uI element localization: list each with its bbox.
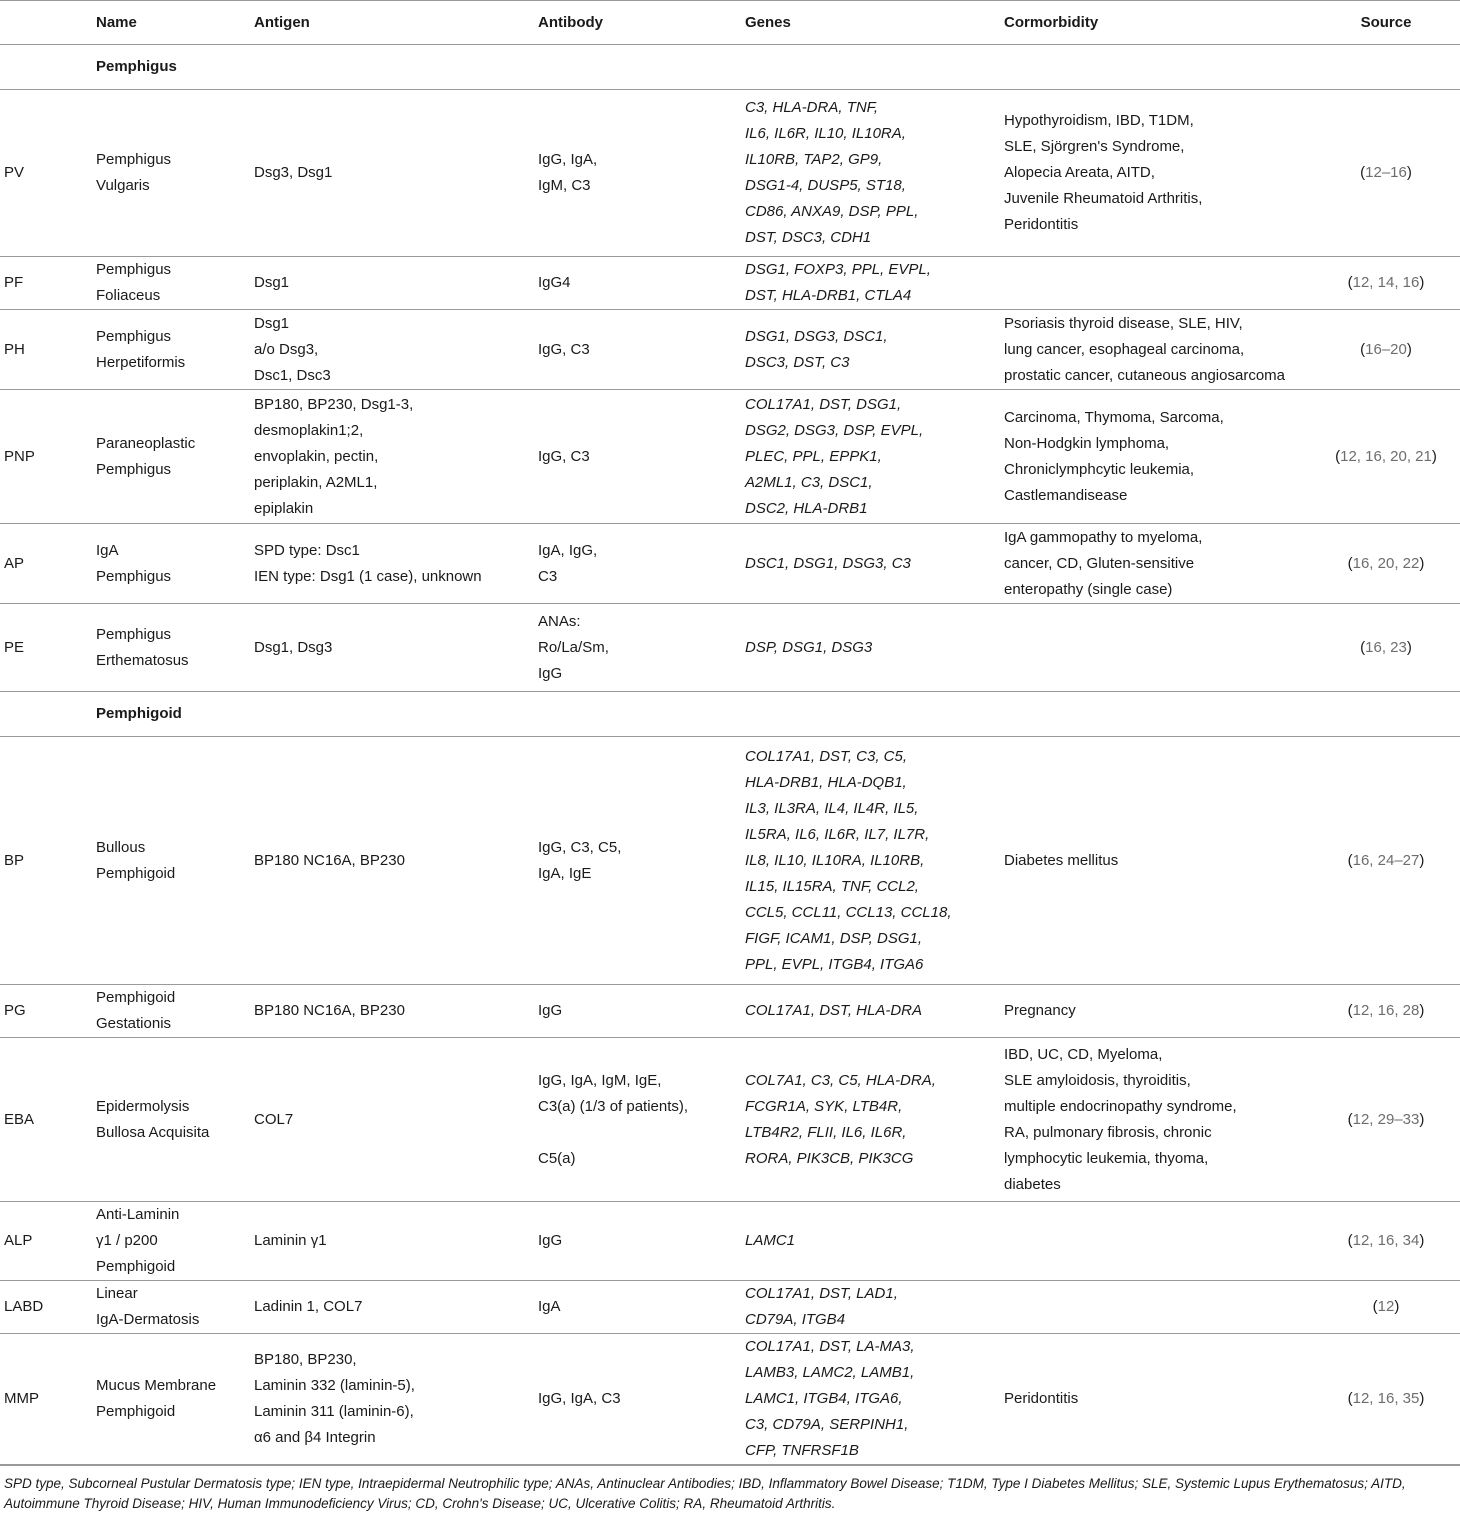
cell-line: Dsg3, Dsg1 xyxy=(254,164,333,181)
cell-line: SLE amyloidosis, thyroiditis, xyxy=(1004,1071,1191,1089)
cell-line: DSC2, HLA-DRB1 xyxy=(745,499,868,517)
cell-line: Mucus Membrane xyxy=(96,1377,217,1394)
cell-line: LAMC1, ITGB4, ITGA6, xyxy=(745,1390,903,1407)
cell-line: Pemphigoid xyxy=(96,1403,176,1420)
cell-line: envoplakin, pectin, xyxy=(254,447,379,465)
cell-line: Psoriasis thyroid disease, SLE, HIV, xyxy=(1004,314,1243,332)
cell-line: DSG1-4, DUSP5, ST18, xyxy=(745,177,906,194)
cell-name xyxy=(92,390,250,524)
source-close-paren: ) xyxy=(1419,274,1425,291)
cell-source xyxy=(1308,257,1460,310)
cell-line: IL8, IL10, IL10RA, IL10RB, xyxy=(745,851,925,869)
source-close-paren: ) xyxy=(1406,164,1412,181)
cell-line: epiplakin xyxy=(254,499,314,517)
cell-line: Gestationis xyxy=(96,1015,172,1032)
cell-line: FIGF, ICAM1, DSP, DSG1, xyxy=(745,929,922,947)
cell-genes xyxy=(741,257,1000,310)
table-body xyxy=(0,45,1460,1465)
cell-line: Pemphigus xyxy=(96,460,172,478)
cell-line: IgG, IgA, IgM, IgE, xyxy=(538,1071,662,1089)
cell-antigen xyxy=(250,310,534,390)
cell-genes xyxy=(741,1202,1000,1281)
source-close-paren: ) xyxy=(1419,1002,1425,1019)
source-ref[interactable]: 12, 16, 20, 21 xyxy=(1340,447,1432,465)
cell-abbr: PG xyxy=(4,1002,26,1019)
cell-line: Pemphigus xyxy=(96,327,172,345)
cell-comorbidity xyxy=(1000,985,1308,1038)
cell-antibody xyxy=(534,257,741,310)
cell-name xyxy=(92,1281,250,1334)
cell-line: Diabetes mellitus xyxy=(1004,851,1119,869)
cell-source xyxy=(1308,90,1460,257)
cell-abbr: PV xyxy=(4,164,25,181)
header-comorbidity: Cormorbidity xyxy=(1004,13,1099,31)
cell-comorbidity xyxy=(1000,1334,1308,1465)
source-open-paren: ( xyxy=(1372,1298,1378,1315)
cell-line: Pemphigoid xyxy=(96,989,176,1006)
source-close-paren: ) xyxy=(1419,1110,1425,1128)
source-close-paren: ) xyxy=(1406,638,1412,656)
source-close-paren: ) xyxy=(1419,851,1425,869)
cell-line: prostatic cancer, cutaneous angiosarcoma xyxy=(1004,366,1285,384)
cell-line: ANAs: xyxy=(538,612,581,630)
cell-line: LAMB3, LAMC2, LAMB1, xyxy=(745,1364,915,1381)
source-close-paren: ) xyxy=(1431,447,1437,465)
table-row xyxy=(0,1202,1460,1281)
cell-line: Ladinin 1, COL7 xyxy=(254,1298,363,1315)
cell-line: COL17A1, DST, LAD1, xyxy=(745,1285,898,1302)
cell-antigen xyxy=(250,1038,534,1202)
cell-line: Laminin 311 (laminin-6), xyxy=(254,1403,414,1420)
cell-line: PLEC, PPL, EPPK1, xyxy=(745,447,882,465)
cell-source xyxy=(1308,524,1460,604)
cell-line: IL3, IL3RA, IL4, IL4R, IL5, xyxy=(745,799,919,817)
cell-line: C5(a) xyxy=(538,1149,576,1167)
cell-line: desmoplakin1;2, xyxy=(254,421,364,439)
cell-abbr: MMP xyxy=(4,1390,39,1407)
cell-source xyxy=(1308,1038,1460,1202)
cell-line: CD86, ANXA9, DSP, PPL, xyxy=(745,203,919,220)
cell-line: COL17A1, DST, HLA-DRA xyxy=(745,1002,923,1019)
cell-source xyxy=(1308,985,1460,1038)
cell-comorbidity xyxy=(1000,737,1308,985)
cell-line: IgG4 xyxy=(538,274,571,291)
cell-line: DST, HLA-DRB1, CTLA4 xyxy=(745,287,912,304)
cell-line: IgG, C3 xyxy=(538,340,590,358)
cell-antigen xyxy=(250,1202,534,1281)
cell-genes xyxy=(741,90,1000,257)
cell-line: Alopecia Areata, AITD, xyxy=(1004,164,1155,181)
cell-antibody xyxy=(534,1202,741,1281)
source-close-paren: ) xyxy=(1419,1232,1425,1249)
cell-line: C3 xyxy=(538,567,558,585)
cell-line: IL10RB, TAP2, GP9, xyxy=(745,151,883,168)
header-antigen: Antigen xyxy=(254,13,310,31)
cell-line: IEN type: Dsg1 (1 case), unknown xyxy=(254,567,482,585)
cell-comorbidity xyxy=(1000,310,1308,390)
cell-name xyxy=(92,90,250,257)
cell-antibody xyxy=(534,604,741,692)
table-row xyxy=(0,310,1460,390)
cell-source xyxy=(1308,737,1460,985)
cell-line: Non-Hodgkin lymphoma, xyxy=(1004,434,1170,452)
cell-line: RORA, PIK3CB, PIK3CG xyxy=(745,1149,914,1167)
section-spacer xyxy=(0,692,92,737)
cell-antigen xyxy=(250,90,534,257)
cell-genes xyxy=(741,1334,1000,1465)
cell-abbr: LABD xyxy=(4,1298,44,1315)
cell-line: Dsg1, Dsg3 xyxy=(254,638,333,656)
cell-line: lymphocytic leukemia, thyoma, xyxy=(1004,1149,1209,1167)
source-open-paren: ( xyxy=(1347,1232,1353,1249)
section-title: Pemphigoid xyxy=(96,705,182,722)
cell-comorbidity xyxy=(1000,1038,1308,1202)
cell-source xyxy=(1308,1202,1460,1281)
cell-line: IgA xyxy=(96,541,119,559)
cell-line: COL17A1, DST, C3, C5, xyxy=(745,747,908,765)
cell-line: DST, DSC3, CDH1 xyxy=(745,229,872,246)
cell-line: Herpetiformis xyxy=(96,353,186,371)
cell-line: C3, CD79A, SERPINH1, xyxy=(745,1416,909,1433)
cell-line: HLA-DRB1, HLA-DQB1, xyxy=(745,773,907,791)
cell-source xyxy=(1308,310,1460,390)
cell-abbr: PF xyxy=(4,274,24,291)
cell-genes xyxy=(741,985,1000,1038)
cell-line: Linear xyxy=(96,1285,138,1302)
cell-line: FCGR1A, SYK, LTB4R, xyxy=(745,1097,903,1115)
cell-line xyxy=(538,1120,741,1146)
source-ref[interactable]: 12 xyxy=(1377,1298,1395,1315)
cell-name xyxy=(92,257,250,310)
cell-line: IgG, C3, C5, xyxy=(538,838,622,856)
cell-line: IL6, IL6R, IL10, IL10RA, xyxy=(745,125,906,142)
table-footnote: SPD type, Subcorneal Pustular Dermatosis type; IEN type, Intraepidermal Neutrophilic type; ANAs, Antinuclear Antibodies; IBD, Inflammatory Bowel Disease; T1DM, Type I Diabetes Mellitus; SLE, Systemic Lupus Erythematosus; AITD, Autoimmune Thyroid Disease; HIV, Human Immunodeficiency Virus; CD, Crohn's Disease; UC, Ulcerative Colitis; RA, Rheumatoid Arthritis. xyxy=(0,1465,1460,1514)
source-open-paren: ( xyxy=(1347,554,1353,572)
cell-name xyxy=(92,524,250,604)
cell-line: BP180, BP230, xyxy=(254,1351,357,1368)
table-row xyxy=(0,390,1460,524)
header-abbr xyxy=(0,1,92,45)
cell-line: enteropathy (single case) xyxy=(1004,580,1173,598)
cell-abbr: ALP xyxy=(4,1232,33,1249)
source-open-paren: ( xyxy=(1360,638,1366,656)
cell-line: Pemphigus xyxy=(96,625,172,643)
cell-line: Pemphigoid xyxy=(96,864,176,882)
cell-line: Hypothyroidism, IBD, T1DM, xyxy=(1004,112,1194,129)
cell-abbr: AP xyxy=(4,554,25,572)
source-close-paren: ) xyxy=(1419,1390,1425,1407)
header-genes: Genes xyxy=(745,13,791,31)
cell-line: IgG, C3 xyxy=(538,447,590,465)
cell-antibody xyxy=(534,390,741,524)
cell-line: Foliaceus xyxy=(96,287,161,304)
table-row xyxy=(0,257,1460,310)
cell-line: IgM, C3 xyxy=(538,177,591,194)
cell-abbr: PE xyxy=(4,638,25,656)
cell-line: diabetes xyxy=(1004,1175,1061,1193)
source-ref[interactable]: 12, 14, 16 xyxy=(1352,274,1420,291)
cell-line: IgA, IgE xyxy=(538,864,592,882)
cell-line: Bullosa Acquisita xyxy=(96,1123,210,1141)
source-close-paren: ) xyxy=(1406,340,1412,358)
cell-line: Anti-Laminin xyxy=(96,1206,180,1223)
source-open-paren: ( xyxy=(1347,1390,1353,1407)
cell-line: α6 and β4 Integrin xyxy=(254,1429,376,1446)
cell-line: C3, HLA-DRA, TNF, xyxy=(745,99,879,116)
cell-antigen xyxy=(250,604,534,692)
cell-genes xyxy=(741,1281,1000,1334)
table-row xyxy=(0,737,1460,985)
header-antibody: Antibody xyxy=(538,13,603,31)
cell-antigen xyxy=(250,524,534,604)
cell-line: SLE, Sjörgren's Syndrome, xyxy=(1004,138,1185,155)
cell-line: CFP, TNFRSF1B xyxy=(745,1442,859,1459)
cell-source xyxy=(1308,390,1460,524)
cell-line: IgA-Dermatosis xyxy=(96,1311,200,1328)
cell-line: RA, pulmonary fibrosis, chronic xyxy=(1004,1123,1212,1141)
cell-line: IL15, IL15RA, TNF, CCL2, xyxy=(745,877,919,895)
cell-comorbidity xyxy=(1000,604,1308,692)
cell-line: A2ML1, C3, DSC1, xyxy=(745,473,873,491)
cell-line: CD79A, ITGB4 xyxy=(745,1311,846,1328)
cell-line: IL5RA, IL6, IL6R, IL7, IL7R, xyxy=(745,825,930,843)
cell-abbr: PH xyxy=(4,340,25,358)
source-ref[interactable]: 12–16 xyxy=(1365,164,1407,181)
table-row xyxy=(0,524,1460,604)
source-open-paren: ( xyxy=(1347,851,1353,869)
cell-line: CCL5, CCL11, CCL13, CCL18, xyxy=(745,903,952,921)
table-row xyxy=(0,1038,1460,1202)
cell-line: multiple endocrinopathy syndrome, xyxy=(1004,1097,1237,1115)
cell-genes xyxy=(741,524,1000,604)
cell-antibody xyxy=(534,310,741,390)
source-ref[interactable]: 12, 29–33 xyxy=(1352,1110,1420,1128)
cell-line: Chroniclymphcytic leukemia, xyxy=(1004,460,1195,478)
source-open-paren: ( xyxy=(1360,164,1366,181)
cell-name xyxy=(92,985,250,1038)
cell-line: DSG1, FOXP3, PPL, EVPL, xyxy=(745,261,931,278)
table-row xyxy=(0,985,1460,1038)
cell-antigen xyxy=(250,985,534,1038)
cell-antibody xyxy=(534,90,741,257)
cell-line: IBD, UC, CD, Myeloma, xyxy=(1004,1045,1163,1063)
cell-antibody xyxy=(534,737,741,985)
cell-genes xyxy=(741,390,1000,524)
cell-line: DSP, DSG1, DSG3 xyxy=(745,638,873,656)
cell-line: Dsg1 xyxy=(254,314,290,332)
source-ref[interactable]: 16, 20, 22 xyxy=(1352,554,1420,572)
source-open-paren: ( xyxy=(1335,447,1341,465)
cell-comorbidity xyxy=(1000,524,1308,604)
cell-antibody xyxy=(534,1334,741,1465)
cell-genes xyxy=(741,310,1000,390)
source-ref[interactable]: 12, 16, 35 xyxy=(1352,1390,1420,1407)
cell-name xyxy=(92,604,250,692)
section-row xyxy=(0,692,1460,737)
cell-antibody xyxy=(534,985,741,1038)
cell-line: Vulgaris xyxy=(96,177,150,194)
cell-line: IgA xyxy=(538,1298,561,1315)
cell-comorbidity xyxy=(1000,1281,1308,1334)
cell-line: IgG xyxy=(538,1232,563,1249)
header-name: Name xyxy=(96,13,137,31)
table-row xyxy=(0,604,1460,692)
cell-line: Castlemandisease xyxy=(1004,486,1128,504)
cell-genes xyxy=(741,1038,1000,1202)
cell-line: Laminin 332 (laminin-5), xyxy=(254,1377,415,1394)
table-row xyxy=(0,90,1460,257)
cell-antigen xyxy=(250,1334,534,1465)
cell-line: Pemphigus xyxy=(96,151,172,168)
cell-antibody xyxy=(534,1281,741,1334)
cell-name xyxy=(92,1038,250,1202)
header-row xyxy=(0,1,1460,45)
cell-line: Peridontitis xyxy=(1004,216,1079,233)
cell-antigen xyxy=(250,1281,534,1334)
cell-line: BP180 NC16A, BP230 xyxy=(254,851,405,869)
cell-line: IgG xyxy=(538,1002,563,1019)
cell-abbr: PNP xyxy=(4,447,35,465)
source-open-paren: ( xyxy=(1347,1110,1353,1128)
cell-name xyxy=(92,1202,250,1281)
cell-line: a/o Dsg3, xyxy=(254,340,319,358)
cell-line: DSC1, DSG1, DSG3, C3 xyxy=(745,554,911,572)
cell-line: lung cancer, esophageal carcinoma, xyxy=(1004,340,1245,358)
cell-line: periplakin, A2ML1, xyxy=(254,473,378,491)
source-open-paren: ( xyxy=(1347,1002,1353,1019)
cell-line: IgG, IgA, xyxy=(538,151,598,168)
cell-antigen xyxy=(250,390,534,524)
cell-line: COL17A1, DST, LA-MA3, xyxy=(745,1338,915,1355)
header-source: Source xyxy=(1360,13,1412,31)
cell-genes xyxy=(741,604,1000,692)
cell-line: Pregnancy xyxy=(1004,1002,1076,1019)
source-close-paren: ) xyxy=(1419,554,1425,572)
cell-line: Carcinoma, Thymoma, Sarcoma, xyxy=(1004,408,1224,426)
cell-antigen xyxy=(250,737,534,985)
cell-line: BP180 NC16A, BP230 xyxy=(254,1002,405,1019)
cell-comorbidity xyxy=(1000,1202,1308,1281)
cell-source xyxy=(1308,1281,1460,1334)
cell-line: Epidermolysis xyxy=(96,1097,190,1115)
source-open-paren: ( xyxy=(1347,274,1353,291)
cell-line: Paraneoplastic xyxy=(96,434,196,452)
cell-line: IgA gammopathy to myeloma, xyxy=(1004,528,1203,546)
cell-line: IgG xyxy=(538,664,563,682)
table-row xyxy=(0,1334,1460,1465)
cell-line: COL7 xyxy=(254,1110,294,1128)
cell-line: BP180, BP230, Dsg1-3, xyxy=(254,395,414,413)
cell-line: IgA, IgG, xyxy=(538,541,598,559)
cell-line: Bullous xyxy=(96,838,146,856)
source-ref[interactable]: 16–20 xyxy=(1365,340,1407,358)
cell-line: Erthematosus xyxy=(96,651,189,669)
cell-genes xyxy=(741,737,1000,985)
cell-comorbidity xyxy=(1000,90,1308,257)
section-spacer xyxy=(0,45,92,90)
cell-antigen xyxy=(250,257,534,310)
cell-line: Laminin γ1 xyxy=(254,1232,327,1249)
cell-name xyxy=(92,737,250,985)
cell-line: Dsc1, Dsc3 xyxy=(254,366,331,384)
cell-comorbidity xyxy=(1000,257,1308,310)
cell-source xyxy=(1308,1334,1460,1465)
cell-line: DSC3, DST, C3 xyxy=(745,353,850,371)
source-ref[interactable]: 12, 16, 28 xyxy=(1352,1002,1420,1019)
table-row xyxy=(0,1281,1460,1334)
cell-antibody xyxy=(534,524,741,604)
cell-line: Ro/La/Sm, xyxy=(538,638,609,656)
cell-line: C3(a) (1/3 of patients), xyxy=(538,1097,689,1115)
cell-line: LAMC1 xyxy=(745,1232,796,1249)
cell-source xyxy=(1308,604,1460,692)
cell-name xyxy=(92,310,250,390)
cell-line: Pemphigoid xyxy=(96,1258,176,1275)
cell-antibody xyxy=(534,1038,741,1202)
cell-abbr: BP xyxy=(4,851,25,869)
cell-comorbidity xyxy=(1000,390,1308,524)
cell-line: Pemphigus xyxy=(96,261,172,278)
cell-line: Pemphigus xyxy=(96,567,172,585)
cell-line: DSG2, DSG3, DSP, EVPL, xyxy=(745,421,924,439)
section-title: Pemphigus xyxy=(96,58,177,75)
cell-line: γ1 / p200 xyxy=(96,1232,158,1249)
cell-line: COL7A1, C3, C5, HLA-DRA, xyxy=(745,1071,936,1089)
source-open-paren: ( xyxy=(1360,340,1366,358)
source-close-paren: ) xyxy=(1394,1298,1400,1315)
section-row xyxy=(0,45,1460,90)
cell-line: Peridontitis xyxy=(1004,1390,1079,1407)
cell-abbr: EBA xyxy=(4,1110,35,1128)
cell-line: COL17A1, DST, DSG1, xyxy=(745,395,902,413)
cell-line: SPD type: Dsc1 xyxy=(254,541,360,559)
cell-line: Juvenile Rheumatoid Arthritis, xyxy=(1004,190,1203,207)
source-ref[interactable]: 16, 24–27 xyxy=(1352,851,1420,869)
cell-name xyxy=(92,1334,250,1465)
cell-line: IgG, IgA, C3 xyxy=(538,1390,621,1407)
source-ref[interactable]: 12, 16, 34 xyxy=(1352,1232,1420,1249)
cell-line: DSG1, DSG3, DSC1, xyxy=(745,327,888,345)
cell-line: LTB4R2, FLII, IL6, IL6R, xyxy=(745,1123,907,1141)
cell-line: PPL, EVPL, ITGB4, ITGA6 xyxy=(745,955,924,973)
cell-line: Dsg1 xyxy=(254,274,290,291)
source-ref[interactable]: 16, 23 xyxy=(1365,638,1407,656)
cell-line: cancer, CD, Gluten-sensitive xyxy=(1004,554,1195,572)
